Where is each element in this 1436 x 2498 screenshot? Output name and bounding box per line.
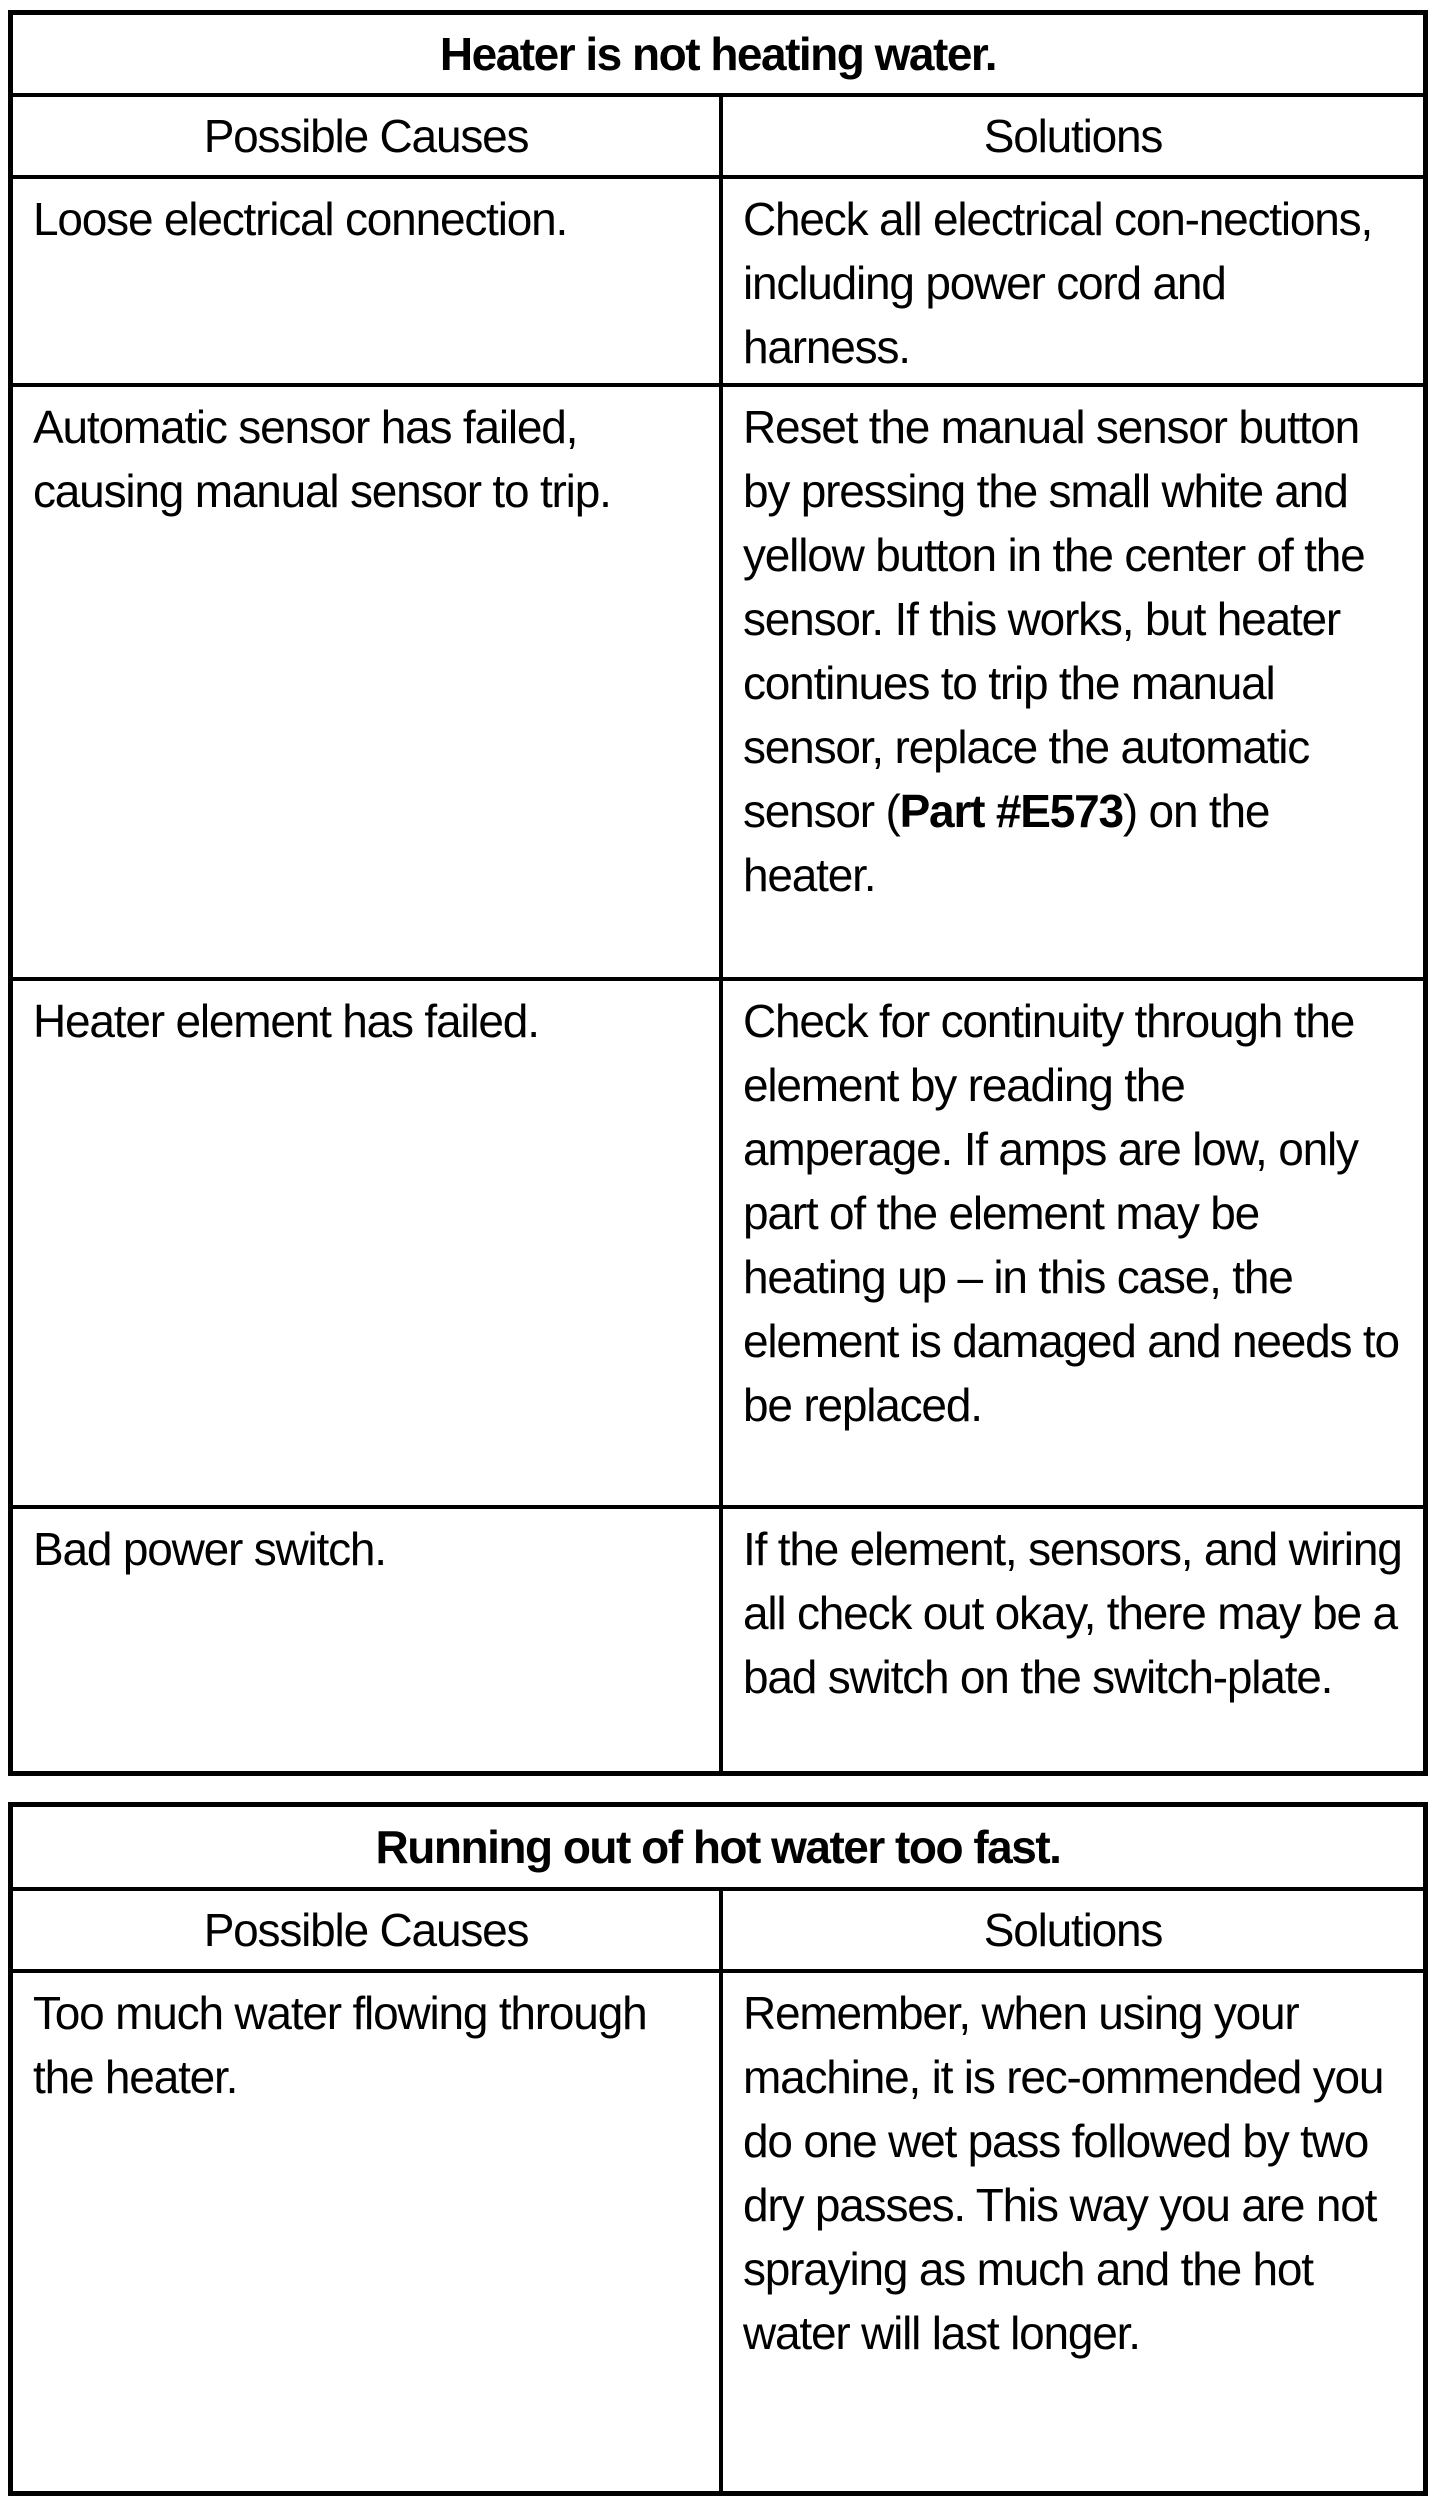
table-row xyxy=(13,175,1423,383)
table-title xyxy=(13,15,1423,93)
table-header-row xyxy=(13,93,1423,175)
cause-cell: Loose electrical connection. xyxy=(13,179,723,383)
cause-cell: Too much water flowing through the heater. xyxy=(13,1973,723,2491)
table-row xyxy=(13,977,1423,1505)
part-number: Part #E573 xyxy=(899,785,1123,837)
solution-text-end: ) on the heater. xyxy=(743,785,1270,901)
header-possible-causes: Possible Causes xyxy=(13,1891,723,1969)
header-solutions: Solutions xyxy=(983,1904,1163,1956)
table-row xyxy=(13,1505,1423,1771)
solution-cell: Check all electrical con-nections, including power cord and harness. xyxy=(743,193,1373,373)
solution-cell: If the element, sensors, and wiring all check out okay, there may be a bad switch on the switch-plate. xyxy=(743,1523,1402,1703)
table-title-text: Running out of hot water too fast. xyxy=(375,1821,1061,1873)
cause-cell: Automatic sensor has failed, causing manual sensor to trip. xyxy=(13,387,723,977)
troubleshooting-table-running-out-hot-water xyxy=(8,1802,1428,2496)
solution-cell xyxy=(723,387,1423,977)
header-possible-causes: Possible Causes xyxy=(13,97,723,175)
header-solutions: Solutions xyxy=(983,110,1163,162)
solution-cell: Check for continuity through the element by reading the amperage. If amps are low, only part of the element may be heating up – in this case, the element is damaged and needs to be replaced. xyxy=(743,995,1399,1431)
solution-text: Reset the manual sensor button by pressing the small white and yellow button in the center of the sensor. If this works, but heater continues to trip the manual sensor, replace the automatic sensor ( xyxy=(743,401,1365,837)
cause-cell: Heater element has failed. xyxy=(13,981,723,1505)
cause-cell: Bad power switch. xyxy=(13,1509,723,1771)
troubleshooting-table-heater-not-heating xyxy=(8,10,1428,1776)
table-row xyxy=(13,383,1423,977)
table-title-text: Heater is not heating water. xyxy=(439,28,997,80)
solution-cell: Remember, when using your machine, it is rec-ommended you do one wet pass followed by two dry passes. This way you are not spraying as much and the hot water will last longer. xyxy=(743,1987,1384,2359)
table-title xyxy=(13,1807,1423,1887)
table-header-row xyxy=(13,1887,1423,1969)
table-row xyxy=(13,1969,1423,2491)
